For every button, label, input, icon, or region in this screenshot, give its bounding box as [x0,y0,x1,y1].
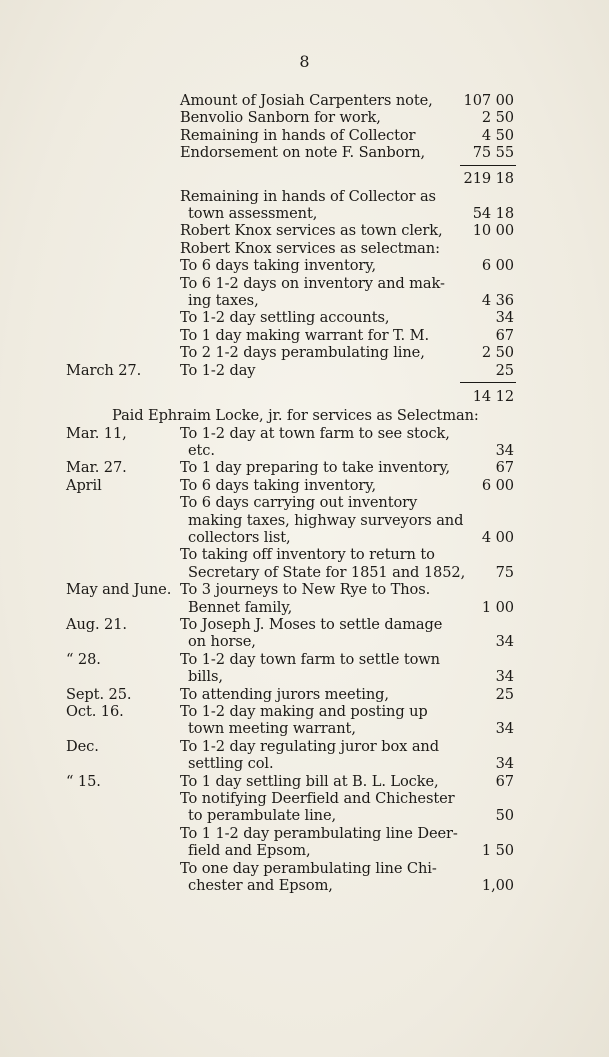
entry-line: Robert Knox services as selectman: [180,239,440,257]
ledger-entry [66,109,526,126]
total-amount-2: 14 12 [472,387,514,405]
entry-description [180,425,526,460]
ledger-entry [66,240,526,257]
entry-description [180,860,526,895]
ledger-entry [66,257,526,274]
entry-amount: 50 [495,807,514,825]
entry-description [180,773,526,790]
entry-line: To 6 days carrying out inventory [180,494,418,512]
entry-description [180,825,526,860]
entry-line: Secretary of State for 1851 and 1852, [188,563,466,581]
entry-description [180,362,526,379]
entry-line: To notifying Deerfield and Chichester [180,790,455,808]
ledger [66,92,526,894]
entry-description [180,546,526,581]
ledger-entry [66,703,526,738]
entry-amount: 34 [495,755,514,773]
entry-line: to perambulate line, [188,807,337,825]
entry-line: settling col. [188,755,274,773]
ledger-entry [66,651,526,686]
entry-amount: 34 [495,668,514,686]
entry-amount: 4 00 [481,528,514,546]
entry-line: Robert Knox services as town clerk, [180,222,443,240]
entry-description [180,738,526,773]
entry-amount: 10 00 [472,222,514,240]
ledger-entry [66,222,526,239]
entry-amount: 54 18 [472,205,514,223]
entry-description [180,651,526,686]
entry-line: town assessment, [188,205,318,223]
entry-amount: 34 [495,720,514,738]
entry-description [180,309,526,326]
entry-date: Mar. 11, [66,424,127,442]
entry-description [180,581,526,616]
entry-date: Dec. [66,737,99,755]
entry-line: To 1-2 day town farm to settle town [180,650,440,668]
ledger-entry [66,144,526,161]
entry-amount: 34 [495,441,514,459]
entry-amount: 2 50 [481,109,514,127]
ledger-entry [66,825,526,860]
ledger-entry [66,686,526,703]
ledger-entry [66,127,526,144]
entry-description [180,790,526,825]
entry-amount: 1,00 [481,877,514,895]
total-amount-1: 219 18 [463,170,514,188]
ledger-entry [66,309,526,326]
entry-line: chester and Epsom, [188,877,333,895]
entry-date: April [66,476,102,494]
entry-amount: 75 55 [472,144,514,162]
entry-line: ing taxes, [188,292,259,310]
entry-line: To 1 day settling bill at B. L. Locke, [180,772,439,790]
entry-amount: 4 50 [481,126,514,144]
entry-line: To 1-2 day at town farm to see stock, [180,424,450,442]
entry-line: collectors list, [188,528,291,546]
entry-line: To 2 1-2 days perambulating line, [180,344,425,362]
entry-description [180,494,526,546]
ledger-entry [66,362,526,379]
entry-line: To Joseph J. Moses to settle damage [180,615,443,633]
entry-line: Endorsement on note F. Sanborn, [180,144,426,162]
ledger-entry [66,459,526,476]
entry-line: To 6 days taking inventory, [180,476,377,494]
entry-line: To 6 1-2 days on inventory and mak- [180,274,445,292]
entry-amount: 25 [495,361,514,379]
entry-line: To 1-2 day settling accounts, [180,309,390,327]
entry-amount: 6 00 [481,257,514,275]
entry-amount: 67 [495,459,514,477]
total-rule-2 [66,379,526,387]
ledger-entry [66,581,526,616]
entry-line: etc. [188,441,215,459]
entry-line: on horse, [188,633,256,651]
entry-amount: 75 [495,563,514,581]
total-row-1 [66,170,526,188]
section-heading: Paid Ephraim Locke, jr. for services as Selectman: [112,407,479,425]
entry-line: To 1 1-2 day perambulating line Deer- [180,824,458,842]
ledger-entry [66,344,526,361]
entry-line: To 1-2 day regulating juror box and [180,737,439,755]
entry-date: “ 28. [66,650,101,668]
ledger-section-2 [66,188,526,379]
entry-date: Oct. 16. [66,703,124,720]
entry-line: field and Epsom, [188,842,311,860]
ledger-entry [66,477,526,494]
entry-description [180,257,526,274]
entry-description [180,275,526,310]
ledger-entry [66,738,526,773]
entry-amount: 107 00 [463,92,514,109]
ledger-section-1 [66,92,526,162]
entry-amount: 1 00 [481,598,514,616]
entry-line: To one day perambulating line Chi- [180,859,437,877]
entry-line: To 1 day preparing to take inventory, [180,459,451,477]
entry-date: Sept. 25. [66,685,132,703]
ledger-entry [66,92,526,109]
entry-description [180,616,526,651]
entry-date: May and June. [66,581,172,599]
entry-line: Benvolio Sanborn for work, [180,109,381,127]
entry-line: Bennet family, [188,598,293,616]
entry-description [180,459,526,476]
entry-line: bills, [188,668,223,686]
ledger-entry [66,790,526,825]
entry-line: To 6 days taking inventory, [180,257,377,275]
ledger-entry [66,425,526,460]
ledger-entry [66,494,526,546]
ledger-entry [66,188,526,223]
entry-description [180,240,526,257]
entry-amount: 25 [495,685,514,703]
entry-date: Mar. 27. [66,459,127,477]
entry-line: To taking off inventory to return to [180,546,435,564]
entry-amount: 67 [495,326,514,344]
total-rule-1 [66,162,526,170]
entry-amount: 67 [495,772,514,790]
total-row-2 [66,387,526,405]
entry-description [180,477,526,494]
entry-description [180,127,526,144]
entry-line: town meeting warrant, [188,720,356,738]
entry-line: Remaining in hands of Collector as [180,187,436,205]
entry-date: “ 15. [66,772,101,790]
entry-amount: 6 00 [481,476,514,494]
entry-line: To attending jurors meeting, [180,685,389,703]
entry-amount: 34 [495,633,514,651]
ledger-entry [66,860,526,895]
entry-description [180,344,526,361]
entry-description [180,109,526,126]
entry-line: Amount of Josiah Carpenters note, [180,92,433,109]
entry-line: Remaining in hands of Collector [180,126,416,144]
entry-line: To 1-2 day making and posting up [180,703,428,720]
ledger-entry [66,616,526,651]
entry-amount: 1 50 [481,842,514,860]
entry-description [180,686,526,703]
entry-date: March 27. [66,361,142,379]
entry-date: Aug. 21. [66,615,127,633]
entry-line: making taxes, highway surveyors and [188,511,464,529]
entry-line: To 1-2 day [180,361,256,379]
entry-line: To 3 journeys to New Rye to Thos. [180,581,431,599]
ledger-section-3 [66,425,526,895]
ledger-entry [66,773,526,790]
entry-line: To 1 day making warrant for T. M. [180,326,430,344]
entry-amount: 4 36 [481,292,514,310]
ledger-entry [66,546,526,581]
entry-description [180,327,526,344]
entry-amount: 2 50 [481,344,514,362]
entry-amount: 34 [495,309,514,327]
ledger-entry [66,275,526,310]
ledger-entry [66,327,526,344]
entry-description [180,703,526,738]
page-number: 8 [299,52,310,71]
